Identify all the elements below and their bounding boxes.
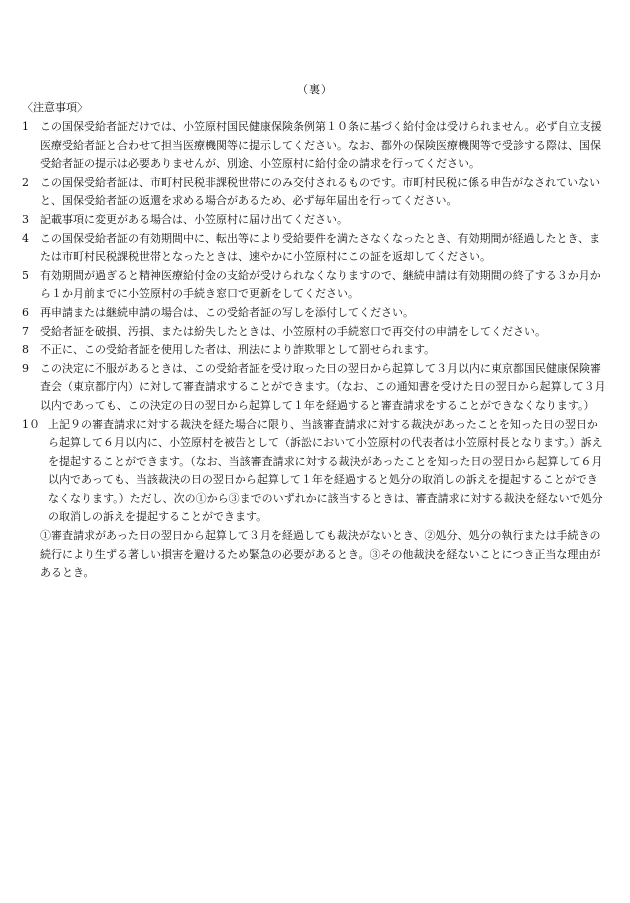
notice-item-8 [22, 341, 608, 360]
notice-item-6 [22, 304, 608, 323]
sub-note: ①審査請求があった日の翌日から起算して３月を経過しても裁決がないとき、②処分、処分の執行または手続きの続行により生ずる著しい損害を避けるため緊急の必要があるとき。③その他裁決を経ないことにつき正当な理由があるとき。 [40, 529, 601, 580]
item-text: この決定に不服があるときは、この受給者証を受け取った日の翌日から起算して３月以内に東京都国民健康保険審査会（東京都庁内）に対して審査請求することができます。（なお、この通知書を受けた日の翌日から起算して３月以内であっても、この決定の日の翌日から起算して１年を経過すると審査請求をすることができなくなります。） [40, 361, 606, 412]
item-text: この国保受給者証だけでは、小笠原村国民健康保険条例第１０条に基づく給付金は受けられません。必ず自立支援医療受給者証と合わせて担当医療機関等に提示してください。なお、都外の保険医療機関等で受診する際は、国保受給者証の提示は必要ありませんが、別途、小笠原村に給付金の請求を行ってください。 [40, 120, 602, 171]
section-label: 〈注意事項〉 [22, 101, 88, 114]
item-number: 8 [22, 343, 29, 357]
item-number: 5 [22, 268, 29, 282]
item-text: 受給者証を破損、汚損、または紛失したときは、小笠原村の手続窓口で再交付の申請をしてください。 [40, 324, 546, 338]
notice-item-4 [22, 230, 608, 267]
item-text: 記載事項に変更がある場合は、小笠原村に届け出てください。 [40, 212, 348, 226]
notice-list [22, 118, 608, 583]
notice-item-5 [22, 267, 608, 304]
item-text: 有効期間が過ぎると精神医療給付金の支給が受けられなくなりますので、継続申請は有効期間の終了する３か月から１か月前までに小笠原村の手続き窓口で更新をしてください。 [40, 268, 601, 301]
item-number: 2 [22, 175, 29, 189]
notice-item-9 [22, 360, 608, 416]
item-number: 4 [22, 231, 29, 245]
item-text: 再申請または継続申請の場合は、この受給者証の写しを添付してください。 [40, 305, 414, 319]
notice-item-2 [22, 174, 608, 211]
item-number: 1 [22, 120, 29, 133]
item-number: 7 [22, 324, 29, 338]
item-text: 上記９の審査請求に対する裁決を経た場合に限り、当該審査請求に対する裁決があったことを知った日の翌日から起算して６月以内に、小笠原村を被告として（訴訟において小笠原村の代表者は小笠原村長となります。）訴えを提起することができます。（なお、当該審査請求に対する裁決があったことを知った日の翌日から起算して６月以内であっても、当該裁決の日の翌日から起算して１年を経過すると処分の取消しの訴えを提起することができなくなります。）ただし、次の①から③までのいずれかに該当するときは、審査請求に対する裁決を経ないで処分の取消しの訴えを提起することができます。 [48, 417, 603, 524]
item-number: 1０ [22, 417, 40, 431]
side-title: （裏） [297, 83, 333, 96]
notice-item-10 [22, 416, 608, 528]
item-number: 6 [22, 305, 29, 319]
notice-item-3 [22, 211, 608, 230]
item-number: 3 [22, 212, 29, 226]
item-number: 9 [22, 361, 29, 375]
notice-item-7 [22, 323, 608, 342]
item-text: この国保受給者証は、市町村民税非課税世帯にのみ交付されるものです。市町村民税に係る申告がなされていないと、国保受給者証の返還を求める場合があるため、必ず毎年届出を行ってください。 [40, 175, 601, 208]
notice-item-1 [22, 118, 608, 174]
item-text: 不正に、この受給者証を使用した者は、刑法により詐欺罪として罰せられます。 [40, 343, 436, 357]
item-text: この国保受給者証の有効期間中に、転出等により受給要件を満たさなくなったとき、有効期間が経過したとき、または市町村民税課税世帯となったときは、速やかに小笠原村にこの証を返却してください。 [40, 231, 601, 264]
